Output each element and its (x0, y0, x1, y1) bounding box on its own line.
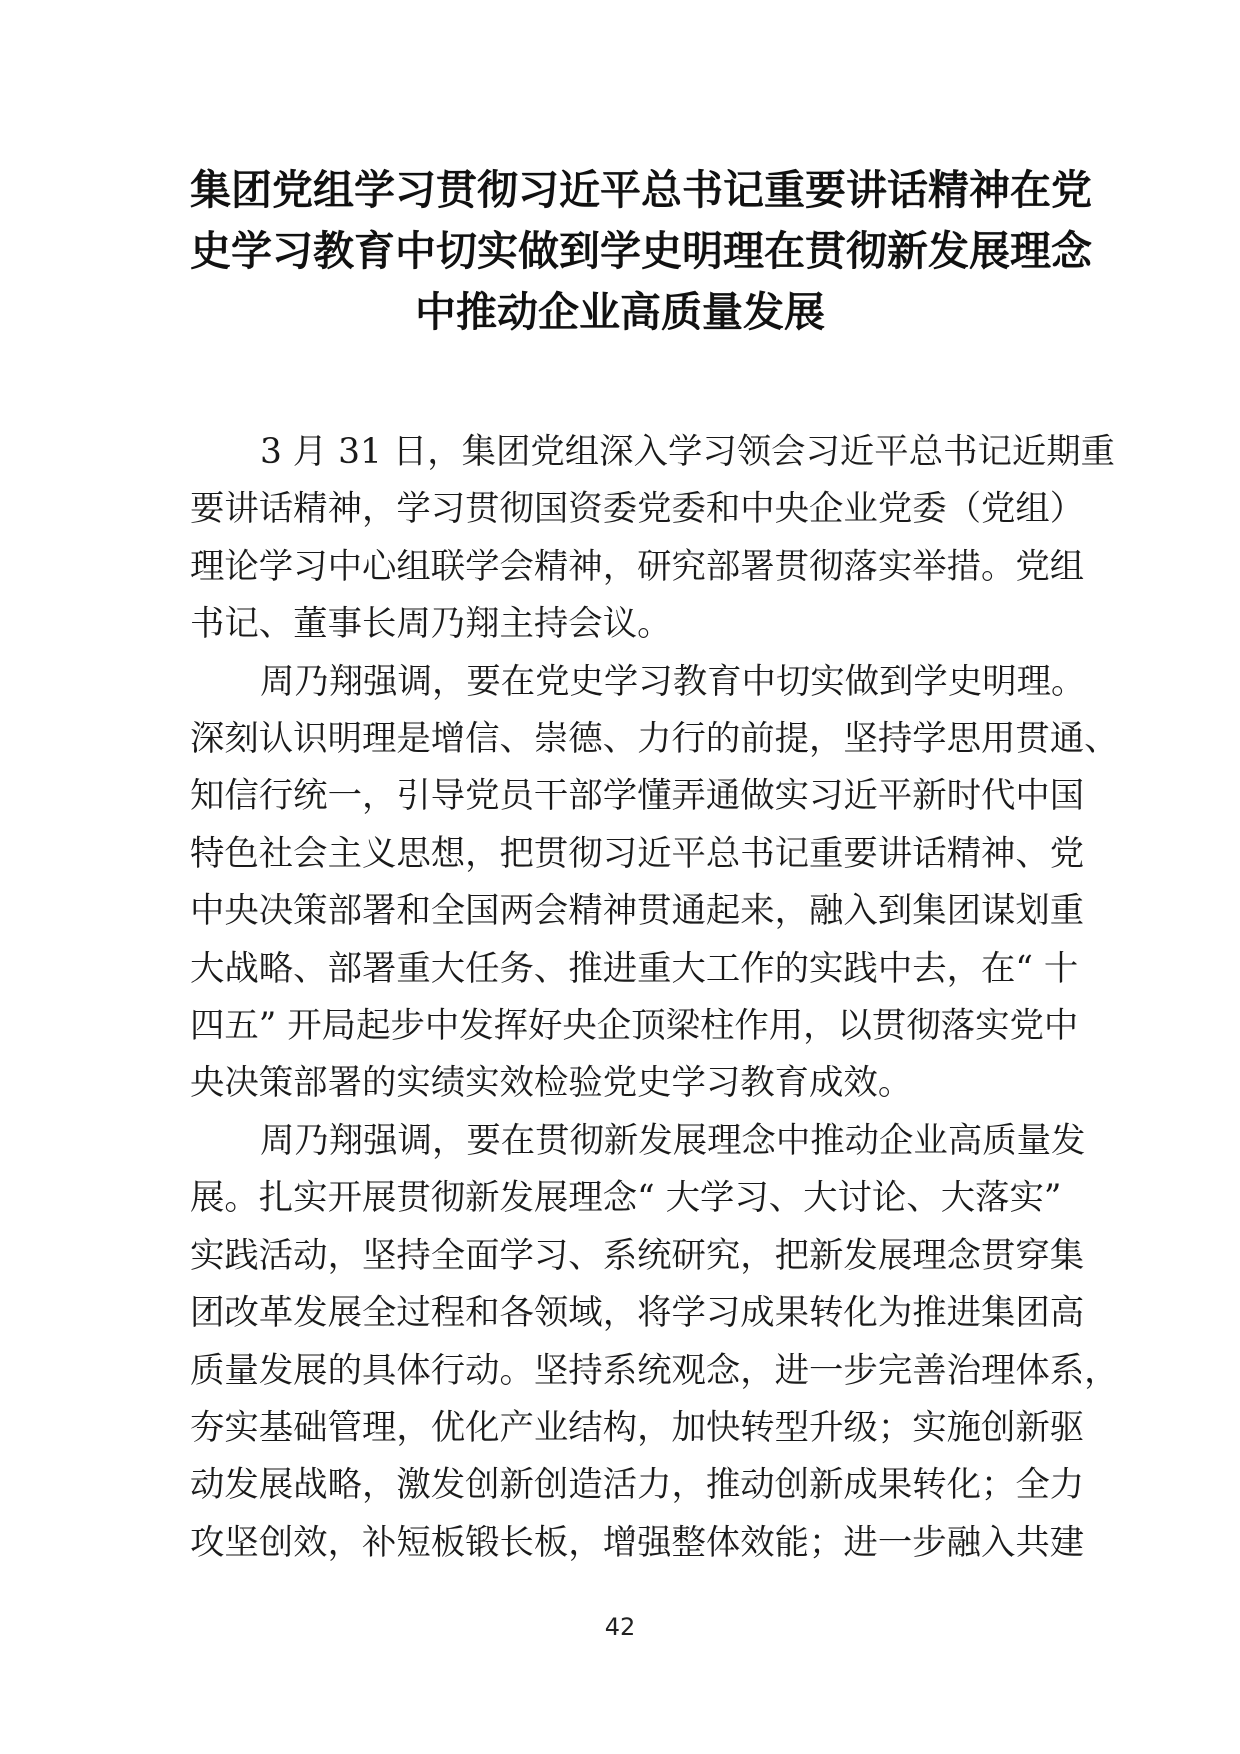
text-line: 质量发展的具体行动。坚持系统观念，进一步完善治理体系， (190, 1350, 1119, 1391)
text-line: 要讲话精神，学习贯彻国资委党委和中央企业党委（党组） (190, 489, 1085, 530)
text-line: 展。扎实开展贯彻新发展理念“ 大学习、大讨论、大落实” (190, 1178, 1062, 1219)
text-line: 3 月 31 日，集团党组深入学习领会习近平总书记近期重 (260, 432, 1116, 472)
text-line: 团改革发展全过程和各领域，将学习成果转化为推进集团高 (190, 1293, 1085, 1334)
text-line: 四五” 开局起步中发挥好央企顶梁柱作用，以贯彻落实党中 (190, 1006, 1079, 1047)
title-line: 史学习教育中切实做到学史明理在贯彻新发展理念 (190, 227, 1092, 275)
text-line: 特色社会主义思想，把贯彻习近平总书记重要讲话精神、党 (190, 833, 1085, 874)
text-line: 周乃翔强调，要在贯彻新发展理念中推动企业高质量发 (260, 1120, 1086, 1161)
text-line: 深刻认识明理是增信、崇德、力行的前提，坚持学思用贯通、 (190, 719, 1119, 760)
paragraph (190, 1113, 1119, 1572)
text-line: 夯实基础管理，优化产业结构，加快转型升级；实施创新驱 (190, 1407, 1085, 1448)
text-line: 周乃翔强调，要在党史学习教育中切实做到学史明理。 (260, 661, 1086, 702)
text-line: 理论学习中心组联学会精神，研究部署贯彻落实举措。党组 (190, 546, 1085, 587)
text-line: 动发展战略，激发创新创造活力，推动创新成果转化；全力 (190, 1465, 1085, 1506)
text-line: 中央决策部署和全国两会精神贯通起来，融入到集团谋划重 (190, 891, 1085, 932)
text-line: 大战略、部署重大任务、推进重大工作的实践中去，在“ 十 (190, 948, 1079, 989)
text-line: 知信行统一，引导党员干部学懂弄通做实习近平新时代中国 (190, 776, 1085, 817)
text-line: 实践活动，坚持全面学习、系统研究，把新发展理念贯穿集 (190, 1235, 1085, 1276)
page-number: 42 (604, 1613, 636, 1641)
title-line: 中推动企业高质量发展 (415, 288, 825, 336)
article-body (190, 424, 1119, 1572)
text-line: 央决策部署的实绩实效检验党史学习教育成效。 (190, 1063, 913, 1104)
text-line: 攻坚创效，补短板锻长板，增强整体效能；进一步融入共建 (190, 1522, 1085, 1563)
document-title (190, 160, 1092, 343)
paragraph (190, 424, 1116, 654)
title-line: 集团党组学习贯彻习近平总书记重要讲话精神在党 (190, 166, 1092, 214)
text-line: 书记、董事长周乃翔主持会议。 (190, 604, 672, 645)
paragraph (190, 654, 1119, 1113)
